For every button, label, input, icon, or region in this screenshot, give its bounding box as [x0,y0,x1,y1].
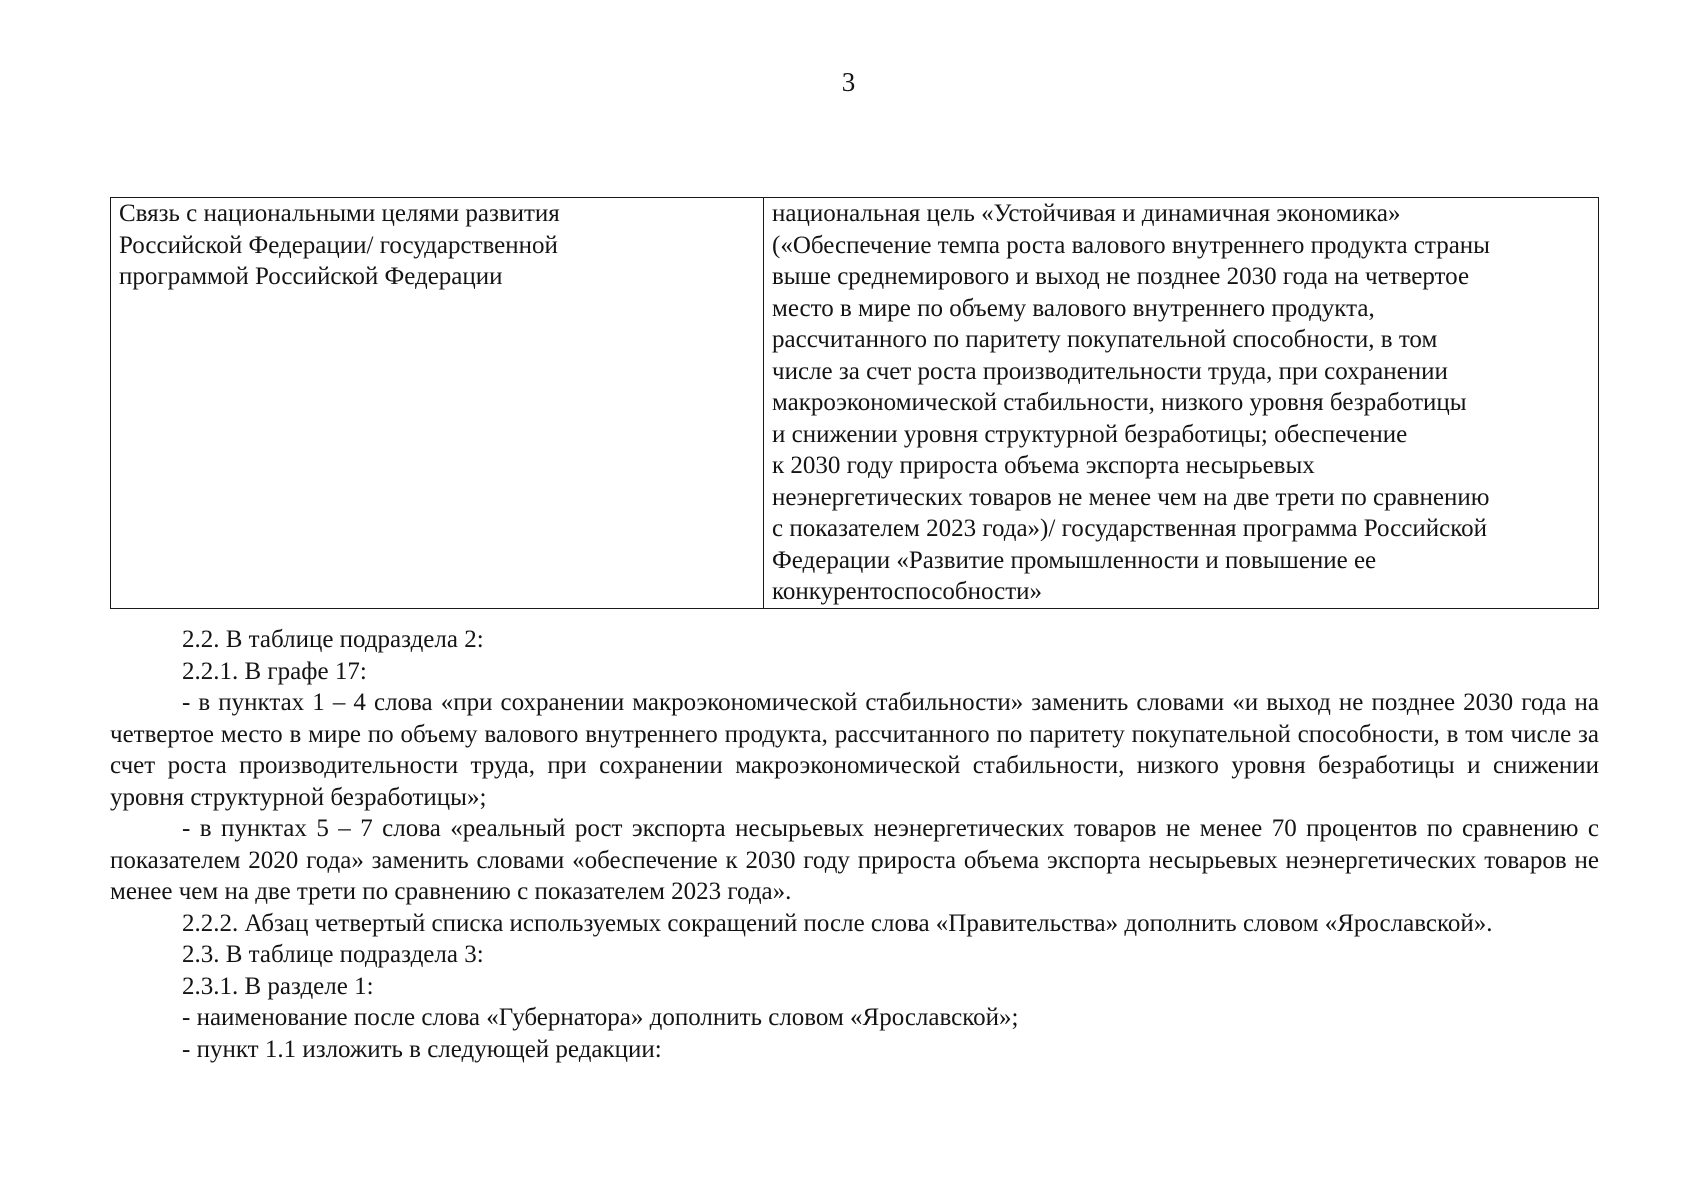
paragraph-2-3-1: 2.3.1. В разделе 1: [182,972,374,1000]
paragraph-2-2-2: 2.2.2. Абзац четвертый списка используемых сокращений после слова «Правительства» дополнить словом «Ярославской». [182,909,1493,937]
paragraph-items-5-7: - в пунктах 5 – 7 слова «реальный рост экспорта несырьевых неэнергетических товаров не менее 70 процентов по сравнению с показателем 2020 года» заменить словами «обеспечение к 2030 году прироста объема экспорта несырьевых неэнергетических товаров не менее чем на две трети по сравнению с показателем 2023 года». [110,815,1599,905]
goals-table [110,197,1599,609]
table-cell-line: Федерации «Развитие промышленности и повышение ее [772,546,1377,574]
table-cell-line: программой Российской Федерации [119,263,503,290]
table-cell-line: числе за счет роста производительности труда, при сохранении [772,357,1448,385]
table-cell-line: к 2030 году прироста объема экспорта несырьевых [772,452,1315,479]
table-cell-line: макроэкономической стабильности, низкого уровня безработицы [772,389,1467,416]
paragraph-2-2: 2.2. В таблице подраздела 2: [182,626,484,653]
table-cell-line: и снижении уровня структурной безработицы; обеспечение [772,420,1408,448]
paragraph-items-1-4: - в пунктах 1 – 4 слова «при сохранении макроэкономической стабильности» заменить словами «и выход не позднее 2030 года на четвертое место в мире по объему валового внутреннего продукта, рассчитанного по паритету покупательной способности, в том числе за счет роста производительности труда, при сохранении макроэкономической стабильности, низкого уровня безработицы и снижении уровня структурной безработицы»; [110,689,1599,811]
table-cell-line: рассчитанного по паритету покупательной способности, в том [772,326,1438,353]
table-cell-line: неэнергетических товаров не менее чем на две трети по сравнению [772,483,1490,511]
table-cell-line: с показателем 2023 года»)/ государственная программа Российской [772,515,1487,542]
paragraph-item-1-1: - пункт 1.1 изложить в следующей редакции: [182,1035,662,1063]
table-cell-line: Связь с национальными целями развития [119,200,560,227]
table-cell-line: конкурентоспособности» [772,578,1043,605]
table-cell-line: Российской Федерации/ государственной [119,231,558,259]
table-cell-line: («Обеспечение темпа роста валового внутреннего продукта страны [772,231,1490,259]
page-number: 3 [841,67,856,97]
table-cell-value [764,198,1599,609]
document-body [110,624,1599,1065]
paragraph-governor-name: - наименование после слова «Губернатора» дополнить словом «Ярославской»; [182,1004,1019,1031]
table-cell-label [111,198,764,609]
table-row [111,198,1599,609]
table-cell-line: место в мире по объему валового внутреннего продукта, [772,294,1375,322]
table-cell-line: национальная цель «Устойчивая и динамичная экономика» [772,200,1401,227]
table-cell-line: выше среднемирового и выход не позднее 2030 года на четвертое [772,263,1470,290]
paragraph-2-3: 2.3. В таблице подраздела 3: [182,941,484,968]
paragraph-2-2-1: 2.2.1. В графе 17: [182,657,367,685]
